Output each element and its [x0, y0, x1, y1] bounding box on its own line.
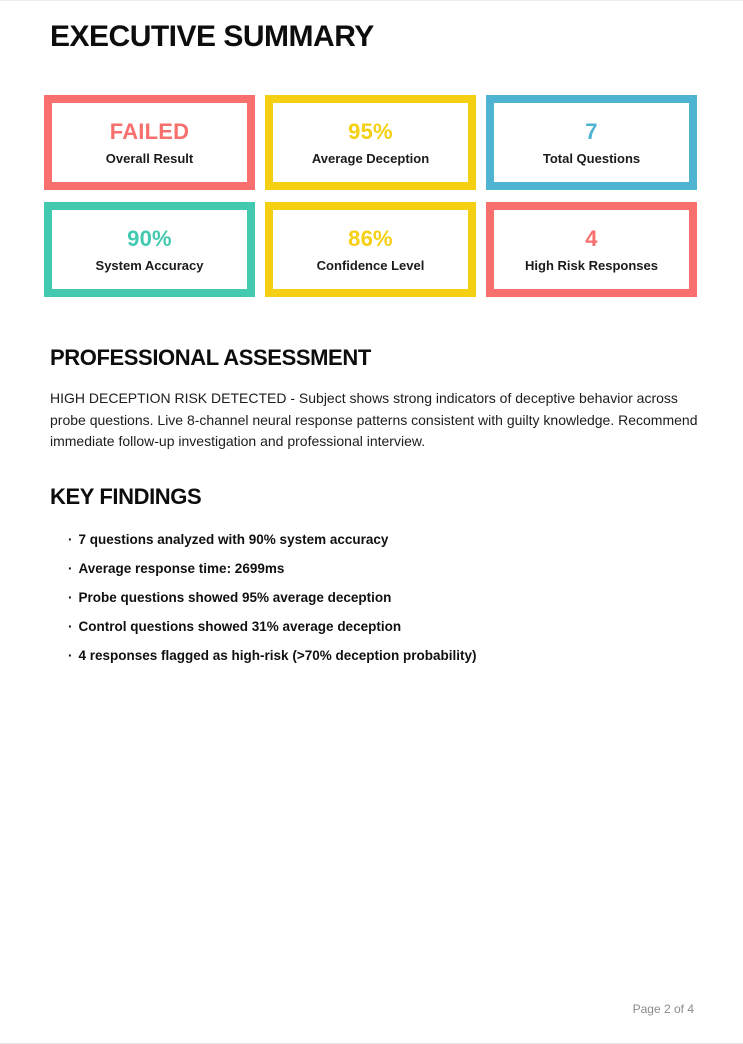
- findings-heading: KEY FINDINGS: [50, 483, 202, 509]
- stat-value: 90%: [127, 225, 172, 251]
- finding-text: 7 questions analyzed with 90% system accuracy: [78, 531, 389, 547]
- stat-label: System Accuracy: [95, 257, 204, 273]
- bullet-icon: ·: [68, 589, 73, 605]
- bullet-icon: ·: [68, 560, 73, 576]
- finding-item: [68, 649, 743, 663]
- stat-card-average-deception: [265, 95, 476, 190]
- stat-card-system-accuracy: [44, 202, 255, 297]
- stat-card-overall-result: [44, 95, 255, 190]
- stat-label: Total Questions: [542, 150, 641, 166]
- stat-value: 4: [585, 225, 598, 251]
- finding-item: [68, 533, 743, 547]
- bullet-icon: ·: [68, 647, 73, 663]
- assessment-heading: PROFESSIONAL ASSESSMENT: [50, 345, 371, 370]
- stat-label: Overall Result: [105, 150, 194, 166]
- stat-value: 7: [585, 118, 598, 144]
- page-number: Page 2 of 4: [632, 1002, 694, 1016]
- page-title: EXECUTIVE SUMMARY: [50, 20, 374, 53]
- stat-label: High Risk Responses: [525, 257, 658, 273]
- finding-text: Probe questions showed 95% average deception: [78, 589, 392, 605]
- finding-text: Average response time: 2699ms: [78, 560, 285, 576]
- assessment-body: HIGH DECEPTION RISK DETECTED - Subject shows strong indicators of deceptive behavior across probe questions. Live 8-channel neural response patterns consistent with guilty knowledge. Recommend immediate follow-up investigation and professional interview.: [50, 390, 698, 449]
- finding-item: [68, 620, 743, 634]
- stat-label: Average Deception: [311, 150, 430, 166]
- bullet-icon: ·: [68, 531, 73, 547]
- finding-text: Control questions showed 31% average deception: [78, 618, 402, 634]
- stats-grid: [44, 95, 697, 297]
- stat-card-total-questions: [486, 95, 697, 190]
- stat-value: FAILED: [109, 118, 190, 144]
- stat-card-confidence-level: [265, 202, 476, 297]
- bullet-icon: ·: [68, 618, 73, 634]
- stat-card-high-risk-responses: [486, 202, 697, 297]
- stat-label: Confidence Level: [316, 257, 425, 273]
- findings-list: [68, 533, 743, 663]
- finding-item: [68, 591, 743, 605]
- finding-item: [68, 562, 743, 576]
- stat-value: 95%: [348, 118, 393, 144]
- finding-text: 4 responses flagged as high-risk (>70% deception probability): [78, 647, 477, 663]
- stat-value: 86%: [348, 225, 393, 251]
